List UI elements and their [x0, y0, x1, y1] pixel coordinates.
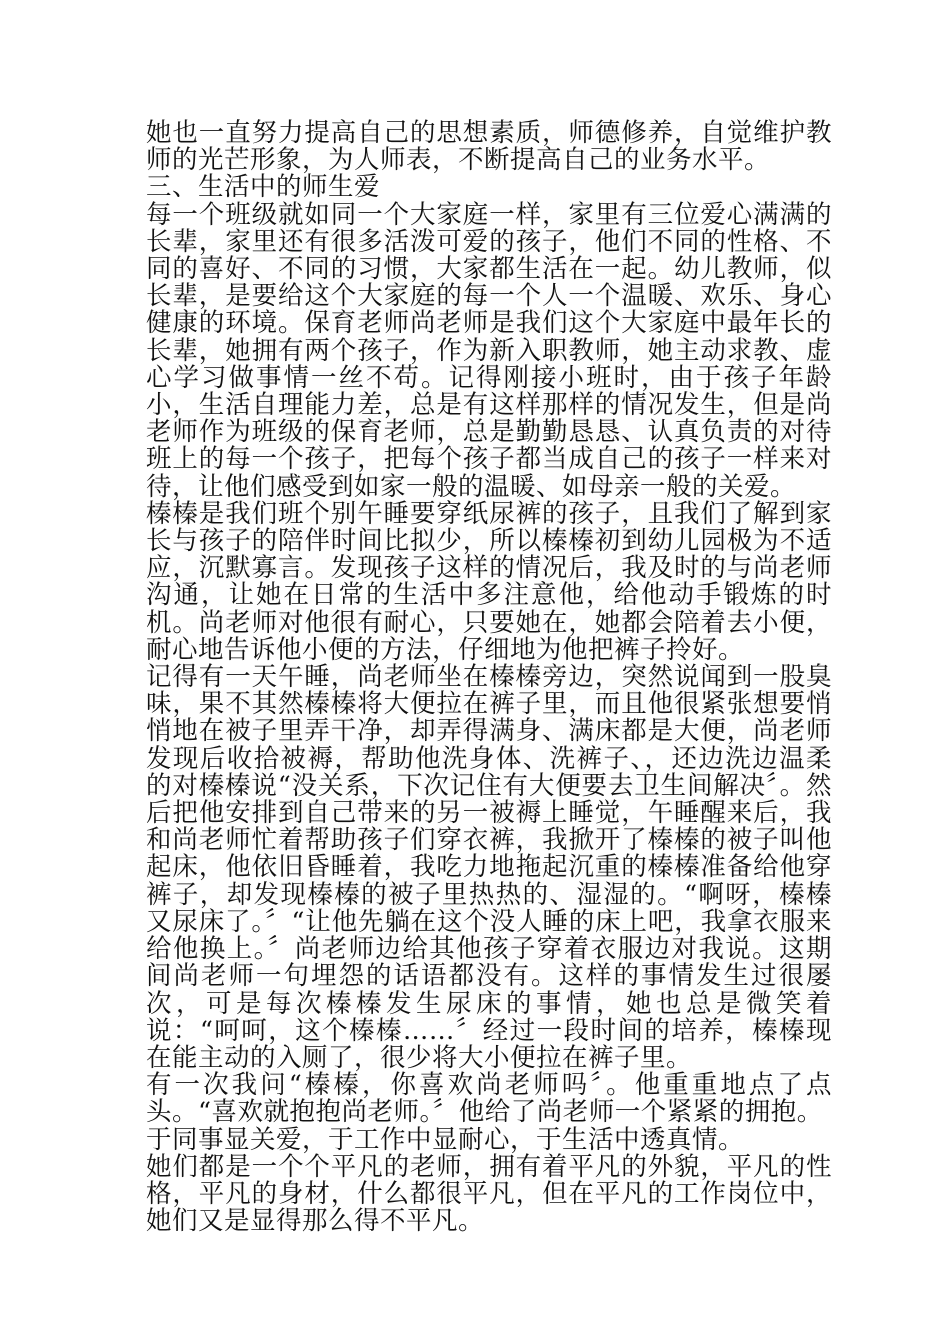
paragraph-hug: 有一次我问“榛榛，你喜欢尚老师吗〞。他重重地点了点头。“喜欢就抱抱尚老师。〞他给了尚老师一个紧紧的拥抱。	[146, 1070, 832, 1128]
paragraph-summary: 于同事显关爱，于工作中显耐心，于生活中透真情。	[146, 1124, 745, 1155]
paragraph-zhenzhen-intro: 榛榛是我们班个别午睡要穿纸尿裤的孩子，且我们了解到家长与孩子的陪伴时间比拟少，所以榛榛初到幼儿园极为不适应，沉默寡言。发现孩子这样的情况后，我及时的与尚老师沟通，让她在日常的生活中多注意他，给他动手锻炼的时机。尚老师对他很有耐心，只要她在，她都会陪着去小便，耐心地告诉他小便的方法，仔细地为他把裤子拎好。	[146, 498, 832, 665]
paragraph-intro: 她也一直努力提高自己的思想素质，师德修养，自觉维护教师的光芒形象，为人师表，不断提高自己的业务水平。	[146, 118, 832, 176]
section-heading: 三、生活中的师生爱	[146, 172, 381, 203]
paragraph-conclusion: 她们都是一个个平凡的老师，拥有着平凡的外貌，平凡的性格，平凡的身材，什么都很平凡，但在平凡的工作岗位中，她们又是显得那么得不平凡。	[146, 1151, 832, 1237]
paragraph-nap-story: 记得有一天午睡，尚老师坐在榛榛旁边，突然说闻到一股臭味，果不其然榛榛将大便拉在裤子里，而且他很紧张想要悄悄地在被子里弄干净，却弄得满身、满床都是大便，尚老师发现后收拾被褥，帮助他洗身体、洗裤子、，还边洗边温柔的对榛榛说“没关系，下次记住有大便要去卫生间解决〞。然后把他安排到自己带来的另一被褥上睡觉，午睡醒来后，我和尚老师忙着帮助孩子们穿衣裤，我掀开了榛榛的被子叫他起床，他依旧昏睡着，我吃力地拖起沉重的榛榛准备给他穿裤子，却发现榛榛的被子里热热的、湿湿的。“啊呀，榛榛又尿床了。〞“让他先躺在这个没人睡的床上吧，我拿衣服来给他换上。〞尚老师边给其他孩子穿着衣服边对我说。这期间尚老师一句埋怨的话语都没有。这样的事情发生过很屡次，可是每次榛榛发生尿床的事情，她也总是微笑着说：“呵呵，这个榛榛……〞经过一段时间的培养，榛榛现在能主动的入厕了，很少将大小便拉在裤子里。	[146, 662, 832, 1073]
paragraph-class-family: 每一个班级就如同一个大家庭一样，家里有三位爱心满满的长辈，家里还有很多活泼可爱的孩子，他们不同的性格、不同的喜好、不同的习惯，大家都生活在一起。幼儿教师，似长辈，是要给这个大家庭的每一个人一个温暖、欢乐、身心健康的环境。保育老师尚老师是我们这个大家庭中最年长的长辈，她拥有两个孩子，作为新入职教师，她主动求教、虚心学习做事情一丝不苟。记得刚接小班时，由于孩子年龄小，生活自理能力差，总是有这样那样的情况发生，但是尚老师作为班级的保育老师，总是勤勤恳恳、认真负责的对待班上的每一个孩子，把每个孩子都当成自己的孩子一样来对待，让他们感受到如家一般的温暖、如母亲一般的关爱。	[146, 199, 832, 502]
document-page	[146, 120, 832, 1235]
